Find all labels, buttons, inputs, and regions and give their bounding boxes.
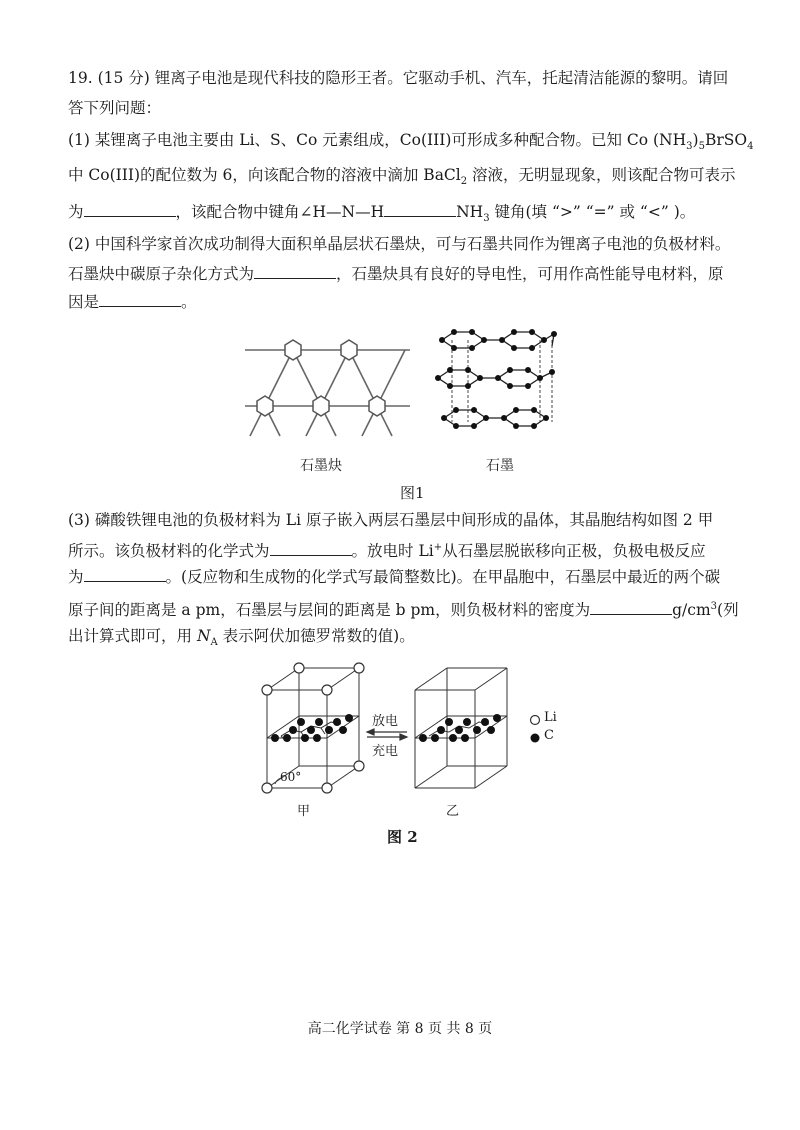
- part-2-line-1: (2) 中国科学家首次成功制得大面积单晶层状石墨炔，可与石墨共同作为锂离子电池的负极材料。: [68, 235, 731, 253]
- part-3-line-4: 原子间的距离是 a pm，石墨层与层间的距离是 b pm，则负极材料的密度为 $g/cm^3$(列: [68, 601, 739, 620]
- part-1-line-1: (1) 某锂离子电池主要由 Li、S、Co 元素组成，Co(III)可形成多种配合物。已知 Co $(NH_3)_5BrSO_4$: [68, 131, 754, 153]
- part-2-line-2: 石墨炔中碳原子杂化方式为 ，石墨炔具有良好的导电性，可用作高性能导电材料，原: [68, 265, 724, 283]
- legend-li-label: Li: [544, 710, 557, 725]
- graphdiyne-label: 石墨炔: [300, 458, 342, 474]
- discharge-label: 放电: [372, 714, 399, 729]
- legend-c-label: C: [544, 728, 554, 743]
- answer-blank-chemical-formula[interactable]: [270, 540, 352, 556]
- answer-blank-conductivity-reason[interactable]: [99, 291, 181, 307]
- unit-cell-figure: [255, 660, 565, 800]
- answer-blank-density[interactable]: [590, 599, 672, 615]
- figure-1-caption: 图1: [400, 484, 425, 502]
- question-19-intro-line-2: 答下列问题：: [68, 99, 162, 117]
- graphite-structure-figure: [432, 322, 562, 440]
- page-footer: 高二化学试卷 第 8 页 共 8 页: [307, 1021, 493, 1037]
- part-3-line-2: 所示。该负极材料的化学式为 。放电时 Li+从石墨层脱嵌移向正极，负极电极反应: [68, 542, 706, 561]
- legend-c-marker: [531, 734, 540, 743]
- part-3-line-3: 为 。(反应物和生成物的化学式写最简整数比)。在甲晶胞中，石墨层中最近的两个碳: [68, 568, 721, 586]
- charge-label: 充电: [372, 744, 399, 759]
- part-1-line-3: 为 ，该配合物中键角∠H—N—H $NH_3$ 键角(填 “>” “=” 或 “<” )。: [68, 203, 696, 225]
- graphite-label: 石墨: [486, 458, 514, 474]
- cell-jia-label: 甲: [297, 804, 311, 819]
- part-3-line-5: 出计算式即可，用 $N_A$ 表示阿伏加德罗常数的值)。: [68, 627, 415, 649]
- answer-blank-electrode-reaction[interactable]: [84, 566, 166, 582]
- part-2-line-3: 因是 。: [68, 293, 197, 311]
- question-19-intro-line-1: 19. (15 分) 锂离子电池是现代科技的隐形王者。它驱动手机、汽车，托起清洁能源的黎明。请回: [68, 69, 729, 87]
- cell-yi-label: 乙: [446, 804, 460, 819]
- figure-2-caption: 图 2: [387, 828, 418, 846]
- graphdiyne-structure-figure: [245, 330, 410, 440]
- charge-discharge-arrows: [367, 729, 407, 740]
- legend-li-marker: [531, 716, 540, 725]
- part-1-line-2: 中 Co(III)的配位数为 6，向该配合物的溶液中滴加 BaCl$_2$ 溶液，无明显现象，则该配合物可表示: [68, 166, 736, 188]
- answer-blank-complex-formula[interactable]: [84, 201, 176, 217]
- answer-blank-hybridization[interactable]: [254, 263, 336, 279]
- part-3-line-1: (3) 磷酸铁锂电池的负极材料为 Li 原子嵌入两层石墨层中间形成的晶体，其晶胞结构如图 2 甲: [68, 511, 714, 529]
- angle-label: 60°: [280, 770, 302, 784]
- answer-blank-bond-angle[interactable]: [384, 201, 456, 217]
